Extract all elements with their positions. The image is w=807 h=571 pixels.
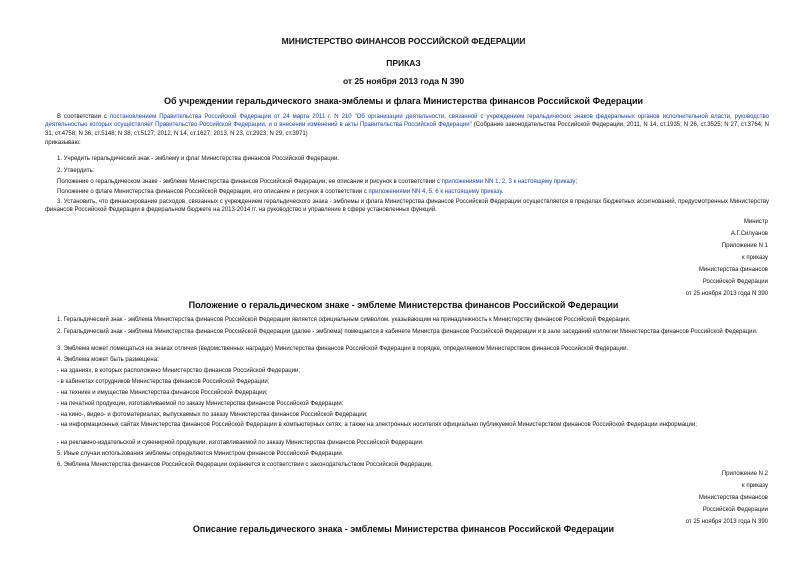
item-2b-end: . xyxy=(501,189,504,195)
order-title: Об учреждении геральдического знака-эмблемы и флага Министерства финансов Российской Федерации xyxy=(163,96,644,106)
item-1: 1. Учредить геральдический знак - эмблему и флаг Министерства финансов Российской Федерации. xyxy=(57,156,340,162)
section-1-p1: 1. Геральдический знак - эмблема Министерства финансов Российской Федерации является официальным символом, указывающим на принадлежность к Министерству финансов Российской Федерации. xyxy=(57,317,631,323)
appendix-1-label: Приложение N 1 xyxy=(721,243,768,249)
appendix-2-label: Приложение N 2 xyxy=(721,471,768,477)
item-2: 2. Утвердить: xyxy=(57,168,95,174)
preamble-text-start: В соответствии с xyxy=(57,114,110,120)
item-2a-text: Положение о геральдическом знаке - эмблеме Министерства финансов Российской Федерации, ее описание и рисунок в соответствии с xyxy=(57,179,442,185)
section-1-title: Положение о геральдическом знаке - эмблеме Министерства финансов Российской Федерации xyxy=(188,300,619,310)
order-date-number: от 25 ноября 2013 года N 390 xyxy=(342,76,465,86)
section-1-p2: 2. Геральдический знак - эмблема Министерства финансов Российской Федерации (далее - эмблема) помещается в кабинете Министра финансов Российской Федерации и в зале заседаний коллегии Министерства финансов Российской Федерации. xyxy=(57,329,758,335)
section-1-bullet-7: - на рекламно-издательской и сувенирной продукции, изготавливаемой по заказу Министерства финансов Российской Федерации. xyxy=(57,440,424,446)
section-1-bullet-6: - на информационных сайтах Министерства финансов Российской Федерации в компьютерных сетях, а также на электронных носителях официально публикуемой Министерством финансов Российской Федерации информации; xyxy=(57,422,697,428)
section-2-title: Описание геральдического знака - эмблемы Министерства финансов Российской Федерации xyxy=(192,524,615,534)
section-1-bullet-1: - на зданиях, в которых расположено Министерство финансов Российской Федерации; xyxy=(57,368,301,374)
section-1-p3: 3. Эмблема может помещаться на знаках отличия (ведомственных наградах) Министерства финансов Российской Федерации в порядке, определяемом Министерством финансов Российской Федерации. xyxy=(57,346,629,352)
appendix-1-to-order: к приказу xyxy=(742,255,768,261)
ministry-heading: МИНИСТЕРСТВО ФИНАНСОВ РОССИЙСКОЙ ФЕДЕРАЦИИ xyxy=(281,36,526,46)
appendix-1-federation: Российской Федерации xyxy=(702,279,768,285)
section-1-p5: 5. Иные случаи использования эмблемы определяются Министром финансов Российской Федерации. xyxy=(57,451,344,457)
section-1-bullet-5: - на кино-, видео- и фотоматериалах, выпускаемых по заказу Министерства финансов Российской Федерации; xyxy=(57,412,368,418)
appendix-1-date: от 25 ноября 2013 года N 390 xyxy=(685,291,768,297)
signature-position: Министр xyxy=(743,219,768,225)
doc-type-heading: ПРИКАЗ xyxy=(386,58,421,68)
appendix-2-to-order: к приказу xyxy=(742,483,768,489)
section-1-p6: 6. Эмблема Министерства финансов Российской Федерации охраняется в соответствии с законодательством Российской Федерации. xyxy=(57,462,433,468)
government-decree-link[interactable]: постановлением Правительства Российской Федерации от 24 марта 2011 г. N 210 "Об организации деятельности, связанной с учреждением геральдических знаков федеральных органов исполнительной власти, руководство деятельностью которых осуществляет Правительство Российской Федерации, и о внесении изменений в акты Правительства Российской Федерации" xyxy=(45,114,770,129)
item-2a-end: ; xyxy=(575,179,578,185)
section-1-bullet-2: - в кабинетах сотрудников Министерства финансов Российской Федерации; xyxy=(57,379,270,385)
appendix-1-ministry: Министерства финансов xyxy=(698,267,768,273)
appendix-2-date: от 25 ноября 2013 года N 390 xyxy=(685,519,768,525)
section-1-bullet-4: - на печатной продукции, изготавливаемой по заказу Министерства финансов Российской Федерации; xyxy=(57,401,344,407)
item-2b-text: Положение о флаге Министерства финансов Российской Федерации, его описание и рисунок в соответствии с xyxy=(57,189,369,195)
item-2b xyxy=(57,188,503,196)
section-1-p4: 4. Эмблема может быть размещена: xyxy=(57,357,159,363)
item-2a xyxy=(57,178,577,186)
appendix-4-6-link[interactable]: приложениями NN 4, 5, 6 к настоящему приказу xyxy=(368,189,502,195)
appendix-2-ministry: Министерства финансов xyxy=(698,495,768,501)
preamble-text-end: (Собрание законодательства Российской Федерации, 2011, N 14, ст.1935; N 26, ст.3525; N 27, ст.3764; N 31, ст.4758; N 36, ст.5148; N 38, ст.5127; 2012, N 14, ст.1627; 2013, N 23, ст.2923; N 29, ст.3971) xyxy=(45,122,769,137)
appendix-1-3-link[interactable]: приложениями NN 1, 2, 3 к настоящему приказу xyxy=(441,179,576,185)
item-3: 3. Установить, что финансирование расходов, связанных с учреждением геральдического знака - эмблемы и флага Министерства финансов Российской Федерации осуществляется в пределах бюджетных ассигнований, предусмотренных Министерству финансов Российской Федерации в федеральном бюджете на 2013-2014 гг. на руководство и управление в сфере установленных функций. xyxy=(45,199,769,214)
orders-word: приказываю: xyxy=(45,140,81,146)
section-1-bullet-3: - на технике и имуществе Министерства финансов Российской Федерации; xyxy=(57,390,268,396)
signature-name: А.Г.Силуанов xyxy=(730,231,768,237)
preamble-paragraph xyxy=(45,113,769,138)
appendix-2-federation: Российской Федерации xyxy=(702,507,768,513)
